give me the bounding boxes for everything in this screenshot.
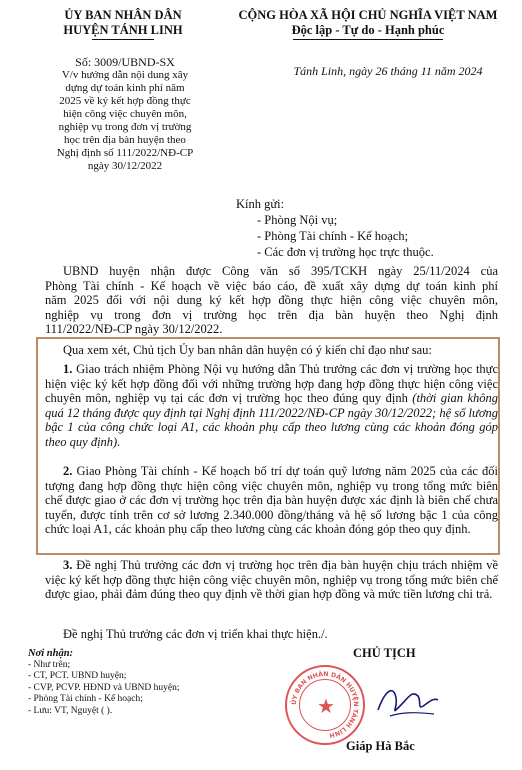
intro-line: Phòng Tài chính - Kế hoạch về việc báo cáo, đề xuất xây dựng dự toán kinh phí (45, 278, 498, 293)
seal-emblem (299, 679, 351, 731)
subject-line: V/v hướng dẫn nội dung xây (61, 69, 189, 81)
recipients-label: Kính gửi: (236, 197, 285, 211)
subject-line: nghiệp vụ trong đơn vị trường (58, 121, 192, 133)
item-2-number: 2. (63, 464, 73, 478)
recipient-item: - Phòng Nội vụ; (257, 213, 338, 227)
national-heading (218, 8, 518, 40)
item-1-number: 1. (63, 362, 73, 376)
item-3-text: Đề nghị Thủ trưởng các đơn vị trường học trên địa bàn huyện chịu trách nhiệm về việc ký kết hợp đồng thực hiện công việc chuyên môn, nghiệp vụ trong tổng mức biên chế được giao, phải đảm đúng theo quy định về thời gian hợp đồng và mức tiền lương chi trả. (45, 558, 498, 602)
org-line-2: HUYỆN TÁNH LINH (63, 23, 183, 37)
item-2-paragraph (45, 464, 498, 537)
intro-line: nghiệp vụ trong đơn vị trường học trên địa bàn huyện theo Nghị định (45, 307, 498, 322)
intro-line: 111/2022/NĐ-CP ngày 30/12/2022. (45, 322, 223, 337)
seal-text: ỦY BAN NHÂN DÂN HUYỆN TÁNH LINH (290, 670, 360, 739)
motto: Độc lập - Tự do - Hạnh phúc (291, 23, 445, 37)
intro-line: năm 2025 đối với nội dung ký kết hợp đồng thực hiện công việc chuyên môn, (45, 293, 498, 308)
org-line-1: ỦY BAN NHÂN DÂN (64, 8, 182, 22)
nation-name: CỘNG HÒA XÃ HỘI CHỦ NGHĨA VIỆT NAM (238, 8, 498, 22)
item-3-number: 3. (63, 558, 73, 572)
cc-item: - Như trên; (28, 659, 71, 670)
cc-label: Nơi nhận: (28, 648, 74, 659)
star-icon: ★ (317, 694, 335, 718)
document-number: Số: 3009/UBND-SX (75, 55, 175, 69)
document-reference (30, 56, 220, 173)
org-underline (92, 39, 154, 40)
item-1-note: (thời gian không quá 12 tháng được quy định tại Nghị định 111/2022/NĐ-CP ngày 30/12/2022; hệ số lương bậc 1 của công chức loại A1, các khoản phụ cấp theo lương cùng các khoản đóng góp theo quy định). (45, 391, 498, 449)
recipient-item: - Phòng Tài chính - Kế hoạch; (257, 229, 409, 243)
cc-item: - Phòng Tài chính - Kế hoạch; (28, 694, 143, 705)
issuing-organization (28, 8, 218, 40)
subject-line: hiện công việc chuyên môn, (63, 108, 187, 120)
cc-item: - Lưu: VT, Nguyệt ( ). (28, 705, 113, 716)
official-seal (285, 665, 365, 745)
recipient-item: - Các đơn vị trường học trực thuộc. (257, 245, 434, 259)
subject-line: Nghị định số 111/2022/NĐ-CP (56, 147, 194, 159)
direction-sentence: Qua xem xét, Chủ tịch Ủy ban nhân dân huyện có ý kiến chỉ đạo như sau: (63, 343, 432, 357)
item-1-text: Giao trách nhiệm Phòng Nội vụ hướng dẫn Thủ trưởng các đơn vị trường học thực hiện việc ký kết hợp đồng đối với những trường hợp đang hợp đồng thực hiện công việc chuyên môn, nghiệp vụ tại các đơn vị trường học theo đúng quy định (45, 362, 498, 406)
intro-paragraph (45, 264, 498, 337)
motto-underline (293, 39, 443, 40)
item-1-paragraph (45, 362, 498, 450)
issue-date: Tánh Linh, ngày 26 tháng 11 năm 2024 (293, 64, 483, 78)
signer-name: Giáp Hà Bắc (346, 739, 415, 753)
handwritten-signature (372, 676, 442, 726)
cc-item: - CT, PCT. UBND huyện; (28, 671, 127, 682)
item-2-text: Giao Phòng Tài chính - Kế hoạch bố trí dự toán quỹ lương năm 2025 của các đối tượng đang hợp đồng thực hiện công việc chuyên môn, nghiệp vụ trong tổng mức biên chế được giao ở các đơn vị trường học trên địa bàn huyện được xác định là biên chế chưa tuyển, được tính trên cơ sở lương 2.340.000 đồng/tháng và hệ số lương bậc 1 của công chức loại A1, các khoản phụ cấp theo lương cùng các khoản đóng góp theo quy định. (45, 464, 498, 537)
item-3-paragraph (45, 558, 498, 602)
closing-sentence: Đề nghị Thủ trưởng các đơn vị triển khai thực hiện./. (63, 627, 328, 641)
cc-list (28, 648, 180, 718)
subject-line: học trên địa bàn huyện theo (64, 134, 186, 146)
cc-item: - CVP, PCVP. HĐND và UBND huyện; (28, 682, 180, 693)
subject-line: 2025 về ký kết hợp đồng thực (59, 95, 191, 107)
subject-line: ngày 30/12/2022 (87, 160, 163, 172)
intro-line: UBND huyện nhận được Công văn số 395/TCKH ngày 25/11/2024 của (63, 264, 498, 278)
subject-line: dựng dự toán kinh phí năm (65, 82, 185, 94)
signer-title: CHỦ TỊCH (353, 646, 416, 660)
